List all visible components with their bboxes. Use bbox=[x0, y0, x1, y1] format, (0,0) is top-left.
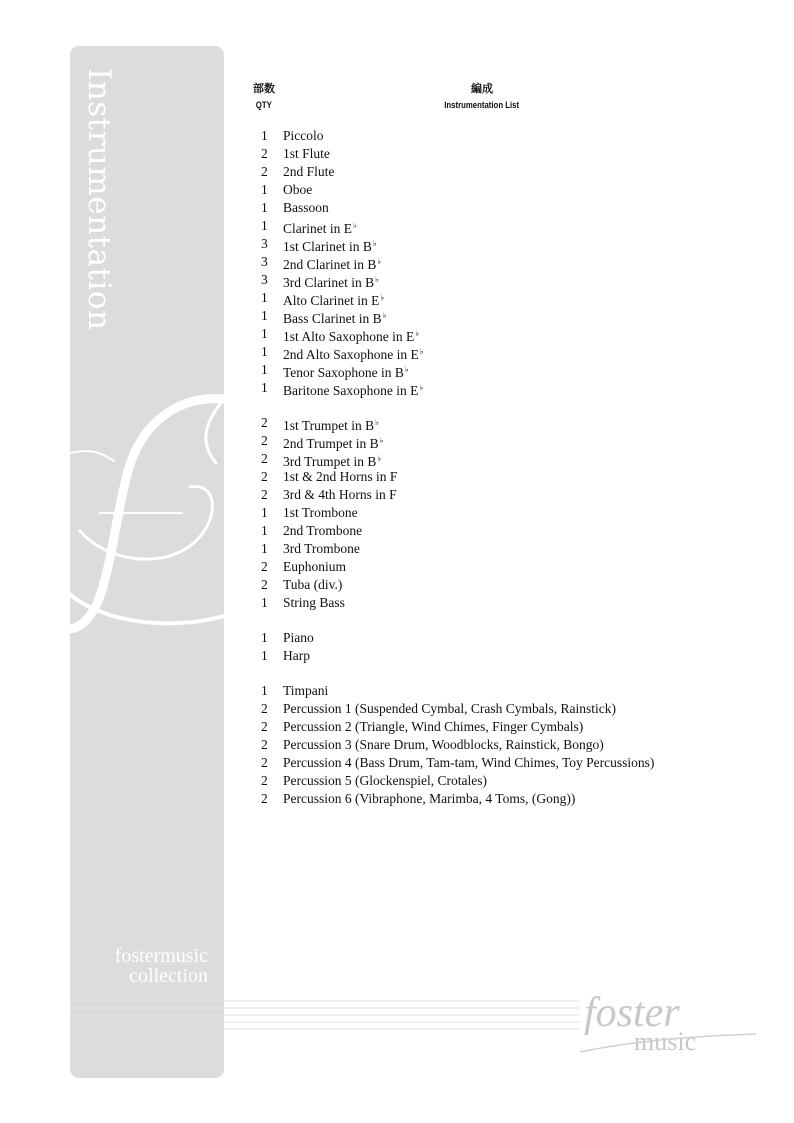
instrumentation-header bbox=[402, 82, 562, 113]
instrument-row bbox=[252, 558, 772, 576]
instrument-row bbox=[252, 127, 772, 145]
instrument-name-text: 1st Flute bbox=[283, 146, 330, 161]
instrument-qty: 2 bbox=[261, 577, 268, 592]
instrument-name-text: Timpani bbox=[283, 683, 329, 698]
instrument-row bbox=[252, 522, 772, 540]
instrument-name-text: Harp bbox=[283, 648, 310, 663]
instrument-name-text: 1st Trumpet in B bbox=[283, 418, 375, 433]
instrument-row bbox=[252, 450, 772, 468]
instrument-name-text: 2nd Clarinet in B bbox=[283, 257, 377, 272]
instrument-row bbox=[252, 504, 772, 522]
instrument-row bbox=[252, 754, 772, 772]
instrument-qty: 2 bbox=[261, 487, 268, 502]
flat-sign-icon: ♭ bbox=[377, 257, 382, 266]
instrument-name-text: Percussion 3 (Snare Drum, Woodblocks, Rainstick, Bongo) bbox=[283, 737, 604, 752]
instrument-row bbox=[252, 540, 772, 558]
instrument-qty: 1 bbox=[261, 290, 268, 305]
instrument-row bbox=[252, 235, 772, 253]
instrument-row bbox=[252, 271, 772, 289]
instrument-name-text: Percussion 4 (Bass Drum, Tam-tam, Wind Chimes, Toy Percussions) bbox=[283, 755, 655, 770]
instrument-qty: 1 bbox=[261, 326, 268, 341]
instrument-qty: 1 bbox=[261, 128, 268, 143]
instrument-name-text: Tenor Saxophone in B bbox=[283, 365, 404, 380]
flat-sign-icon: ♭ bbox=[377, 454, 382, 463]
sidebar-title bbox=[75, 68, 115, 368]
instrument-row bbox=[252, 772, 772, 790]
instrument-list bbox=[252, 127, 772, 825]
instrument-name-text: 1st Alto Saxophone in E bbox=[283, 329, 415, 344]
instrument-name bbox=[283, 718, 772, 736]
instrument-name-text: Percussion 6 (Vibraphone, Marimba, 4 Toms, (Gong)) bbox=[283, 791, 576, 806]
instrument-name-text: 3rd & 4th Horns in F bbox=[283, 487, 397, 502]
instrument-name bbox=[283, 379, 772, 397]
instrument-qty: 1 bbox=[261, 630, 268, 645]
instrument-name bbox=[283, 594, 772, 612]
instrument-row bbox=[252, 379, 772, 397]
flat-sign-icon: ♭ bbox=[415, 329, 420, 338]
instrument-name-text: Percussion 1 (Suspended Cymbal, Crash Cymbals, Rainstick) bbox=[283, 701, 616, 716]
instrument-qty: 1 bbox=[261, 505, 268, 520]
sidebar-brand bbox=[115, 946, 208, 986]
instrument-qty: 2 bbox=[261, 559, 268, 574]
instrument-group bbox=[252, 127, 772, 397]
instrument-group bbox=[252, 629, 772, 665]
instrument-row bbox=[252, 145, 772, 163]
instrument-row bbox=[252, 700, 772, 718]
instrument-name bbox=[283, 682, 772, 700]
instrument-qty: 1 bbox=[261, 648, 268, 663]
instrument-qty: 2 bbox=[261, 415, 268, 430]
instrument-name bbox=[283, 504, 772, 522]
instrument-name-text: 1st Trombone bbox=[283, 505, 358, 520]
instrument-name bbox=[283, 127, 772, 145]
instrument-row bbox=[252, 790, 772, 808]
treble-f-emblem-icon bbox=[70, 391, 224, 641]
instrument-group bbox=[252, 682, 772, 808]
flat-sign-icon: ♭ bbox=[375, 418, 379, 427]
instrument-qty: 2 bbox=[261, 433, 268, 448]
instrument-name bbox=[283, 343, 772, 361]
instrument-name-text: Baritone Saxophone in E bbox=[283, 383, 419, 398]
instrument-qty: 3 bbox=[261, 236, 268, 251]
instrument-qty: 2 bbox=[261, 719, 268, 734]
logo-bottom-text: music bbox=[634, 1027, 697, 1056]
instrument-name-text: Piccolo bbox=[283, 128, 324, 143]
flat-sign-icon: ♭ bbox=[375, 275, 379, 284]
instrument-name bbox=[283, 450, 772, 468]
instrument-row bbox=[252, 432, 772, 450]
instrument-name bbox=[283, 253, 772, 271]
qty-header bbox=[244, 82, 284, 113]
instrument-row bbox=[252, 181, 772, 199]
instrument-qty: 2 bbox=[261, 451, 268, 466]
instrument-row bbox=[252, 414, 772, 432]
instrument-qty: 3 bbox=[261, 254, 268, 269]
sidebar-band bbox=[70, 46, 224, 1078]
brand-line-2: collection bbox=[129, 965, 208, 987]
instrument-qty: 1 bbox=[261, 595, 268, 610]
instrument-row bbox=[252, 468, 772, 486]
instrument-name bbox=[283, 772, 772, 790]
instrument-qty: 2 bbox=[261, 755, 268, 770]
instrument-name bbox=[283, 522, 772, 540]
instrument-name bbox=[283, 307, 772, 325]
brand-line-1: fostermusic bbox=[114, 945, 208, 967]
instrument-row bbox=[252, 486, 772, 504]
instrument-qty: 2 bbox=[261, 146, 268, 161]
instrument-name bbox=[283, 647, 772, 665]
instrument-row bbox=[252, 576, 772, 594]
sidebar-title-text: Instrumentation bbox=[81, 68, 117, 331]
instrument-name bbox=[283, 271, 772, 289]
flat-sign-icon: ♭ bbox=[379, 436, 384, 445]
instrument-qty: 1 bbox=[261, 182, 268, 197]
instrument-qty: 1 bbox=[261, 683, 268, 698]
instrument-row bbox=[252, 343, 772, 361]
instrument-name bbox=[283, 163, 772, 181]
flat-sign-icon: ♭ bbox=[419, 347, 424, 356]
instrument-name bbox=[283, 468, 772, 486]
instrument-name-text: Tuba (div.) bbox=[283, 577, 343, 592]
instrument-name bbox=[283, 790, 772, 808]
instrument-name-text: Bass Clarinet in B bbox=[283, 311, 382, 326]
instrument-name-text: Piano bbox=[283, 630, 314, 645]
instrument-name bbox=[283, 217, 772, 235]
instrument-name bbox=[283, 289, 772, 307]
instrument-name-text: Percussion 5 (Glockenspiel, Crotales) bbox=[283, 773, 487, 788]
flat-sign-icon: ♭ bbox=[419, 383, 424, 392]
flat-sign-icon: ♭ bbox=[352, 221, 357, 230]
instrument-name bbox=[283, 486, 772, 504]
instrument-row bbox=[252, 217, 772, 235]
instrument-qty: 3 bbox=[261, 272, 268, 287]
instrument-name-text: 3rd Trombone bbox=[283, 541, 360, 556]
staff-lines bbox=[70, 998, 580, 1032]
instrument-name bbox=[283, 414, 772, 432]
instrument-row bbox=[252, 253, 772, 271]
instrument-name-text: Clarinet in E bbox=[283, 221, 352, 236]
qty-header-en: QTY bbox=[255, 100, 273, 111]
instrument-qty: 2 bbox=[261, 791, 268, 806]
instrument-name bbox=[283, 629, 772, 647]
instrument-row bbox=[252, 289, 772, 307]
instrument-row bbox=[252, 163, 772, 181]
instrument-name-text: Bassoon bbox=[283, 200, 329, 215]
instrument-row bbox=[252, 736, 772, 754]
instrument-name bbox=[283, 181, 772, 199]
instrument-qty: 2 bbox=[261, 773, 268, 788]
instrument-qty: 1 bbox=[261, 218, 268, 233]
instrument-name bbox=[283, 432, 772, 450]
instrument-name-text: String Bass bbox=[283, 595, 345, 610]
instrument-group bbox=[252, 414, 772, 612]
instrument-name bbox=[283, 145, 772, 163]
instrument-qty: 2 bbox=[261, 164, 268, 179]
instrument-name-text: 2nd Trumpet in B bbox=[283, 436, 379, 451]
qty-header-cjk: 部数 bbox=[253, 82, 275, 95]
instrument-qty: 1 bbox=[261, 523, 268, 538]
instrument-name bbox=[283, 700, 772, 718]
instrument-row bbox=[252, 682, 772, 700]
instrument-name bbox=[283, 558, 772, 576]
instrument-qty: 1 bbox=[261, 308, 268, 323]
instrument-row bbox=[252, 361, 772, 379]
instrument-name-text: 3rd Trumpet in B bbox=[283, 454, 377, 469]
flat-sign-icon: ♭ bbox=[380, 293, 385, 302]
instrument-name-text: Alto Clarinet in E bbox=[283, 293, 380, 308]
instrument-name-text: Percussion 2 (Triangle, Wind Chimes, Finger Cymbals) bbox=[283, 719, 584, 734]
instrument-qty: 2 bbox=[261, 737, 268, 752]
instrument-name bbox=[283, 754, 772, 772]
instrument-qty: 1 bbox=[261, 541, 268, 556]
flat-sign-icon: ♭ bbox=[372, 239, 377, 248]
instrument-row bbox=[252, 325, 772, 343]
instrument-name-text: 2nd Trombone bbox=[283, 523, 363, 538]
instrument-row bbox=[252, 629, 772, 647]
instrument-name bbox=[283, 736, 772, 754]
logo-top-text: foster bbox=[584, 990, 680, 1036]
instrument-name bbox=[283, 361, 772, 379]
instrument-row bbox=[252, 307, 772, 325]
instrument-row bbox=[252, 647, 772, 665]
instrumentation-header-en: Instrumentation List bbox=[444, 100, 520, 111]
instrument-name-text: Euphonium bbox=[283, 559, 346, 574]
instrument-name bbox=[283, 540, 772, 558]
instrument-row bbox=[252, 594, 772, 612]
instrument-qty: 2 bbox=[261, 469, 268, 484]
instrument-name-text: 2nd Alto Saxophone in E bbox=[283, 347, 419, 362]
instrument-name-text: 1st Clarinet in B bbox=[283, 239, 372, 254]
instrument-qty: 1 bbox=[261, 344, 268, 359]
instrument-qty: 1 bbox=[261, 200, 268, 215]
instrument-qty: 1 bbox=[261, 362, 268, 377]
instrument-row bbox=[252, 199, 772, 217]
flat-sign-icon: ♭ bbox=[404, 365, 409, 374]
foster-music-logo bbox=[578, 986, 758, 1056]
instrument-name bbox=[283, 199, 772, 217]
instrument-name bbox=[283, 235, 772, 253]
instrumentation-header-cjk: 編成 bbox=[471, 82, 493, 95]
instrument-name-text: 2nd Flute bbox=[283, 164, 335, 179]
instrument-name-text: 1st & 2nd Horns in F bbox=[283, 469, 398, 484]
instrument-qty: 2 bbox=[261, 701, 268, 716]
instrument-row bbox=[252, 718, 772, 736]
flat-sign-icon: ♭ bbox=[382, 311, 387, 320]
instrument-name bbox=[283, 325, 772, 343]
instrument-name-text: Oboe bbox=[283, 182, 313, 197]
instrument-name bbox=[283, 576, 772, 594]
instrument-qty: 1 bbox=[261, 380, 268, 395]
instrument-name-text: 3rd Clarinet in B bbox=[283, 275, 375, 290]
